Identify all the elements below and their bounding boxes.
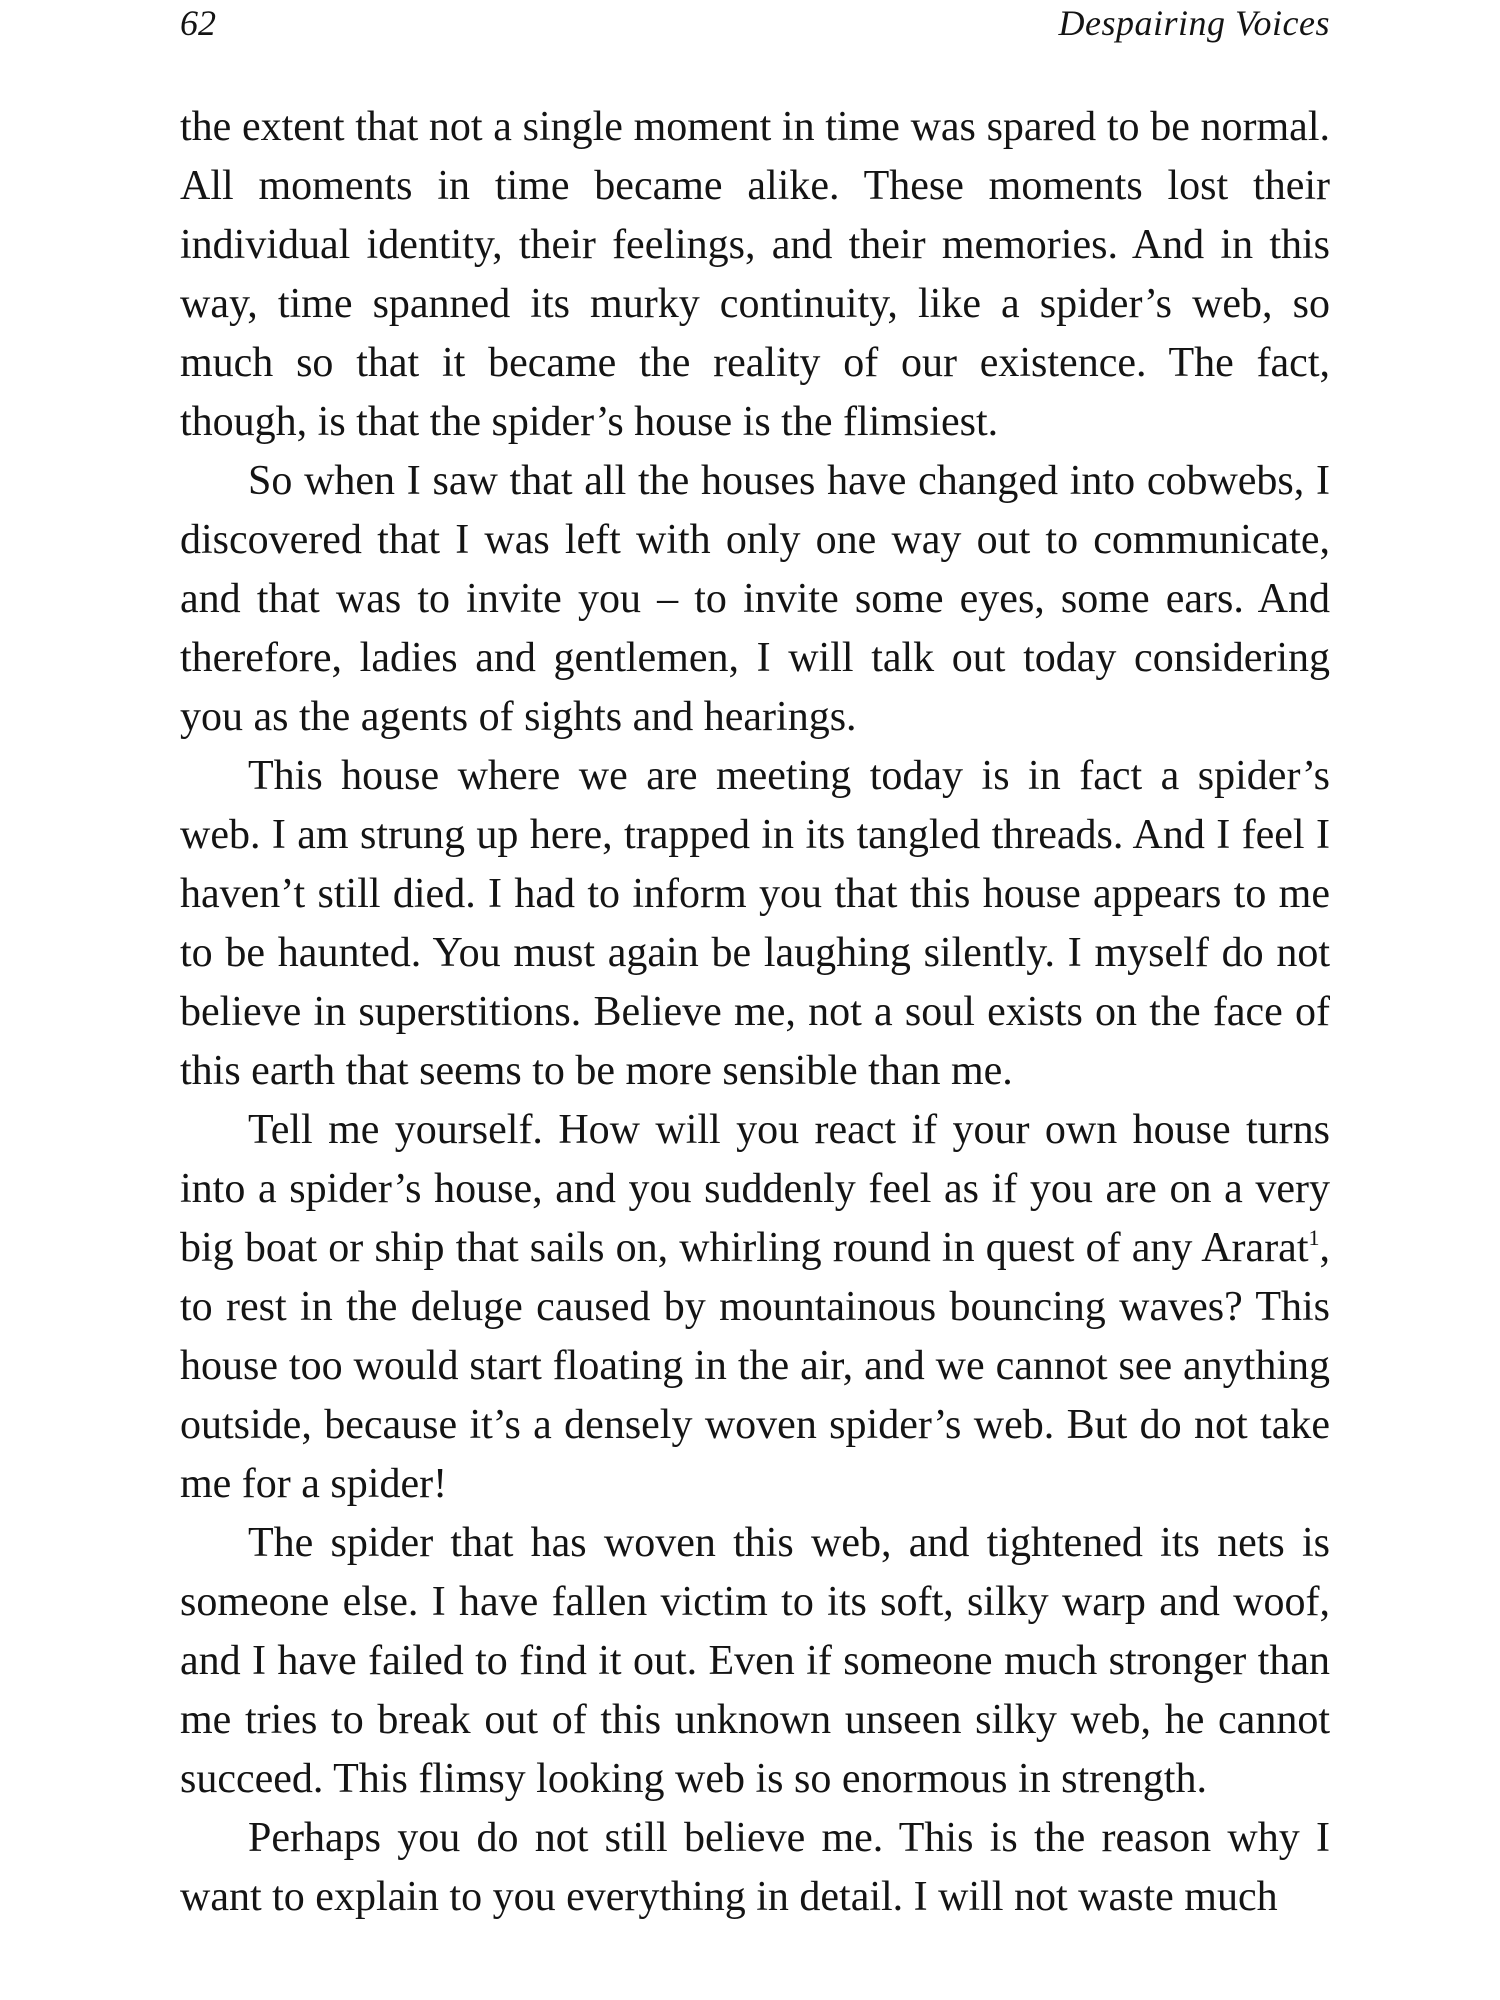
paragraph-text: Tell me yourself. How will you react if your own house turns into a spider’s house, and you suddenly feel as if you are on a very big boat or ship that sails on, whirling round in quest of any Ararat xyxy=(180,1107,1330,1271)
paragraph: The spider that has woven this web, and tightened its nets is someone else. I have fallen victim to its soft, silky warp and woof, and I have failed to find it out. Even if someone much stronger than me tries to break out of this unknown unseen silky web, he cannot succeed. This flimsy looking web is so enormous in strength. xyxy=(180,1520,1330,1802)
running-head: Despairing Voices xyxy=(1058,3,1330,43)
paragraph-text: , to rest in the deluge caused by mountainous bouncing waves? This house too would start floating in the air, and we cannot see anything outside, because it’s a densely woven spider’s web. But do not take me for a spider! xyxy=(180,1225,1330,1507)
footnote-reference[interactable]: 1 xyxy=(1308,1225,1320,1250)
paragraph: Perhaps you do not still believe me. This is the reason why I want to explain to you everything in detail. I will not waste much xyxy=(180,1815,1330,1920)
paragraph: So when I saw that all the houses have changed into cobwebs, I discovered that I was left with only one way out to communicate, and that was to invite you – to invite some eyes, some ears. And therefore, ladies and gentlemen, I will talk out today considering you as the agents of sights and hearings. xyxy=(180,458,1330,740)
paragraph: the extent that not a single moment in time was spared to be normal. All moments in time became alike. These moments lost their individual identity, their feelings, and their memories. And in this way, time spanned its murky continuity, like a spider’s web, so much so that it became the reality of our existence. The fact, though, is that the spider’s house is the flimsiest. xyxy=(180,104,1330,445)
page-header xyxy=(180,0,1330,46)
page-number: 62 xyxy=(180,3,216,43)
body-text xyxy=(180,98,1330,1927)
paragraph-with-footnote xyxy=(180,1101,1330,1514)
paragraph: This house where we are meeting today is in fact a spider’s web. I am strung up here, trapped in its tangled threads. And I feel I haven’t still died. I had to inform you that this house appears to me to be haunted. You must again be laughing silently. I myself do not believe in superstitions. Believe me, not a soul exists on the face of this earth that seems to be more sensible than me. xyxy=(180,753,1330,1094)
